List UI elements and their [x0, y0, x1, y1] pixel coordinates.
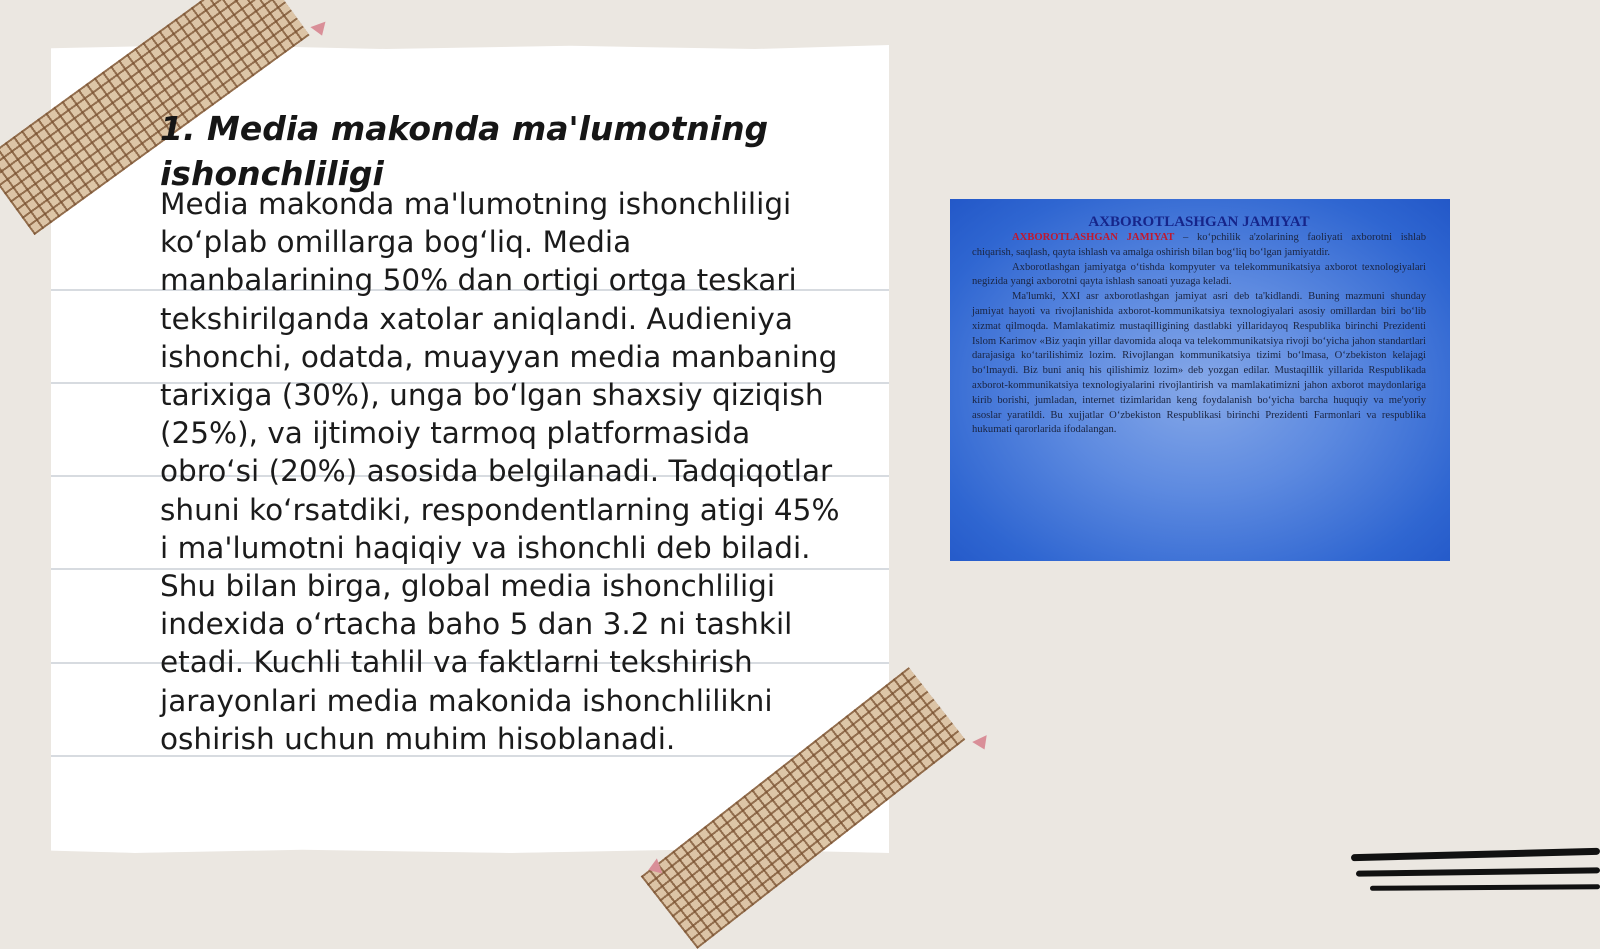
document-paragraph: Ma'lumki, XXI asr axborotlashgan jamiyat asri deb ta'kidlandi. Buning mazmuni shunday jamiyat hayoti va rivojlanishida axborot-kommunikatsiya texnologiyalari asosiy omillardan biri bo‘lib xizmat qilmoqda. Mamlakatimiz mustaqilligining dastlabki yillaridayoq Respublika birinchi Prezidenti Islom Karimov «Biz yaqin yillar davomida aloqa va telekommunikatsiya rivoji bo‘yicha jahon standartlari darajasiga ko‘tarilishimiz lozim. Rivojlangan kommunikatsiya tizimi bo‘lmasa, O‘zbekiston kelajagi bo‘lmaydi. Biz buni aniq his qilishimiz lozim» deb yozgan edilar. Mustaqillik yillarida Respublikada axborot-kommunikatsiya texnologiyalarini rivojlantirish va mamlakatimizni jahon axborot maydonlariga kirib borishi, jumladan, internet tizimlaridan keng foydalanish bo‘yicha barcha huquqiy va me'yoriy asoslar yaratildi. Bu xujjatlar O‘zbekiston Respublikasi birinchi Prezidenti Farmonlari va respublika hukumati qarorlarida ifodalangan.: [972, 291, 1426, 436]
slide-title: 1. Media makonda ma'lumotning ishonchliligi: [160, 109, 769, 193]
document-lead-term: AXBOROTLASHGAN JAMIYAT: [1012, 232, 1175, 243]
pin-marker-top: [310, 22, 329, 39]
document-paragraph-text: – ko‘pchilik a'zolarining faoliyati axborotni ishlab chiqarish, saqlash, qayta ishlash va amalga oshirish bilan bog‘liq bo‘lgan jamiyatdir.: [972, 232, 1426, 258]
pin-marker-bottom: [972, 735, 992, 753]
document-image: [950, 199, 1450, 561]
document-paragraph: Axborotlashgan jamiyatga o‘tishda kompyuter va telekommunikatsiya axborot texnologiyalari negizida yangi axborotni qayta ishlash sanoati yuzaga keladi.: [972, 261, 1426, 288]
decorative-brush-stroke: [1351, 848, 1600, 862]
decorative-brush-stroke: [1356, 867, 1600, 876]
decorative-brush-stroke: [1370, 884, 1600, 891]
document-title: AXBOROTLASHGAN JAMIYAT: [1088, 214, 1310, 230]
document-paragraph: [972, 231, 1426, 261]
slide-body-text: Media makonda ma'lumotning ishonchliligi koʻplab omillarga bogʻliq. Media manbalarining 50% dan ortigi ortga teskari tekshirilganda xatolar aniqlandi. Audieniya ishonchi, odatda, muayyan media manbaning tarixiga (30%), unga boʻlgan shaxsiy qiziqish (25%), va ijtimoiy tarmoq platformasida obroʻsi (20%) asosida belgilanadi. Tadqiqotlar shuni koʻrsatdiki, respondentlarning atigi 45% i ma'lumotni haqiqiy va ishonchli deb biladi. Shu bilan birga, global media ishonchliligi indexida oʻrtacha baho 5 dan 3.2 ni tashkil etadi. Kuchli tahlil va faktlarni tekshirish jarayonlari media makonida ishonchlilikni oshirish uchun muhim hisoblanadi.: [160, 187, 840, 756]
